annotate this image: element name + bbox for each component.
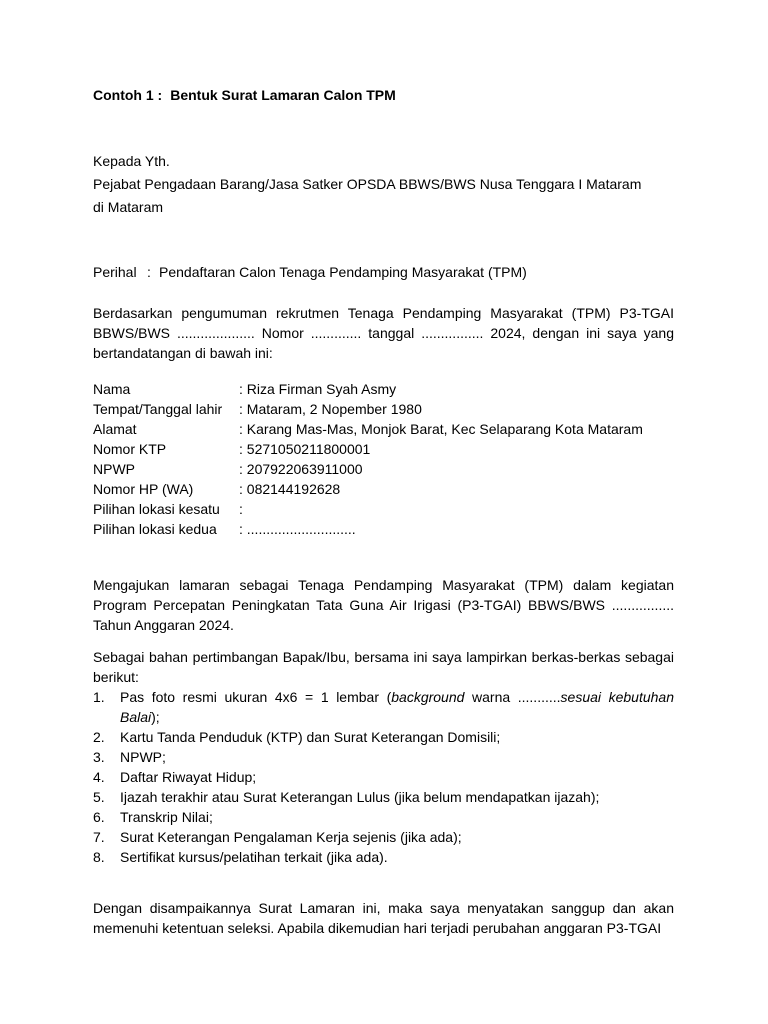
field-label: Nomor KTP (93, 441, 167, 457)
application-paragraph: Mengajukan lamaran sebagai Tenaga Pendamping Masyarakat (TPM) dalam kegiatan Program Percepatan Peningkatan Tata Guna Air Irigasi (P3-TGAI) BBWS/BWS ................ Tahun Anggaran 2024. (93, 577, 674, 633)
list-number: 6. (93, 809, 105, 825)
field-value: : ............................ (239, 521, 356, 537)
list-number: 4. (93, 769, 105, 785)
list-text: Sertifikat kursus/pelatihan terkait (jika ada). (120, 849, 388, 865)
field-label: Nomor HP (WA) (93, 481, 194, 497)
field-label: Nama (93, 381, 131, 397)
field-row (93, 439, 643, 459)
list-text: warna ........... (464, 689, 561, 705)
recipient-location: di Mataram (93, 199, 164, 215)
attachments-intro: Sebagai bahan pertimbangan Bapak/Ibu, bersama ini saya lampirkan berkas-berkas sebagai berikut: (93, 649, 674, 685)
field-value: : 082144192628 (239, 481, 341, 497)
applicant-data-table (93, 379, 643, 539)
field-row (93, 399, 643, 419)
letter-content (93, 85, 674, 938)
list-text: Daftar Riwayat Hidup; (120, 769, 257, 785)
field-label: Tempat/Tanggal lahir (93, 401, 223, 417)
list-number: 1. (93, 689, 105, 705)
list-text: Kartu Tanda Penduduk (KTP) dan Surat Keterangan Domisili; (120, 729, 501, 745)
list-item (93, 747, 674, 767)
field-label: Pilihan lokasi kesatu (93, 501, 220, 517)
list-text-italic: sesuai kebutuhan Balai (120, 689, 674, 725)
field-row (93, 459, 643, 479)
field-value: : Riza Firman Syah Asmy (239, 381, 397, 397)
list-number: 3. (93, 749, 105, 765)
list-item (93, 787, 674, 807)
heading-title: Bentuk Surat Lamaran Calon TPM (170, 87, 396, 103)
list-item (93, 687, 674, 727)
field-row (93, 479, 643, 499)
list-item (93, 767, 674, 787)
closing-paragraph: Dengan disampaikannya Surat Lamaran ini, maka saya menyatakan sanggup dan akan memenuhi ketentuan seleksi. Apabila dikemudian hari terjadi perubahan anggaran P3-TGAI (93, 900, 674, 936)
subject-line (93, 262, 674, 282)
field-value: : Mataram, 2 Nopember 1980 (239, 401, 422, 417)
subject-label: Perihal (93, 264, 137, 280)
recipient-greeting: Kepada Yth. (93, 153, 170, 169)
field-label: Pilihan lokasi kedua (93, 521, 217, 537)
list-number: 7. (93, 829, 105, 845)
list-text: Pas foto resmi ukuran 4x6 = 1 lembar ( (120, 689, 392, 705)
list-text: NPWP; (120, 749, 166, 765)
recipient-name: Pejabat Pengadaan Barang/Jasa Satker OPSDA BBWS/BWS Nusa Tenggara I Mataram (93, 176, 642, 192)
list-text: Ijazah terakhir atau Surat Keterangan Lulus (jika belum mendapatkan ijazah); (120, 789, 600, 805)
list-item (93, 827, 674, 847)
field-value: : 207922063911000 (239, 461, 363, 477)
list-text-italic: background (391, 689, 465, 705)
field-row (93, 519, 643, 539)
field-value: : 5271050211800001 (239, 441, 371, 457)
list-item (93, 727, 674, 747)
field-value: : Karang Mas-Mas, Monjok Barat, Kec Selaparang Kota Mataram (239, 421, 643, 437)
field-label: NPWP (93, 461, 135, 477)
field-label: Alamat (93, 421, 137, 437)
field-row (93, 499, 643, 519)
recipient-block (93, 151, 674, 217)
list-text: ); (151, 709, 160, 725)
list-number: 5. (93, 789, 105, 805)
list-item (93, 807, 674, 827)
heading-prefix: Contoh 1 : (93, 87, 163, 103)
subject-colon: : (147, 264, 151, 280)
field-value: : (239, 501, 243, 517)
attachments-list (93, 687, 674, 867)
document-heading (93, 85, 674, 105)
list-number: 2. (93, 729, 105, 745)
list-text: Transkrip Nilai; (120, 809, 213, 825)
field-row (93, 419, 643, 439)
list-number: 8. (93, 849, 105, 865)
list-item (93, 847, 674, 867)
list-text: Surat Keterangan Pengalaman Kerja sejenis (jika ada); (120, 829, 462, 845)
subject-value: Pendaftaran Calon Tenaga Pendamping Masyarakat (TPM) (159, 264, 527, 280)
field-row (93, 379, 643, 399)
intro-paragraph: Berdasarkan pengumuman rekrutmen Tenaga Pendamping Masyarakat (TPM) P3-TGAI BBWS/BWS .................... Nomor ............. tanggal ................ 2024, dengan ini saya yang bertandatangan di bawah ini: (93, 305, 674, 361)
